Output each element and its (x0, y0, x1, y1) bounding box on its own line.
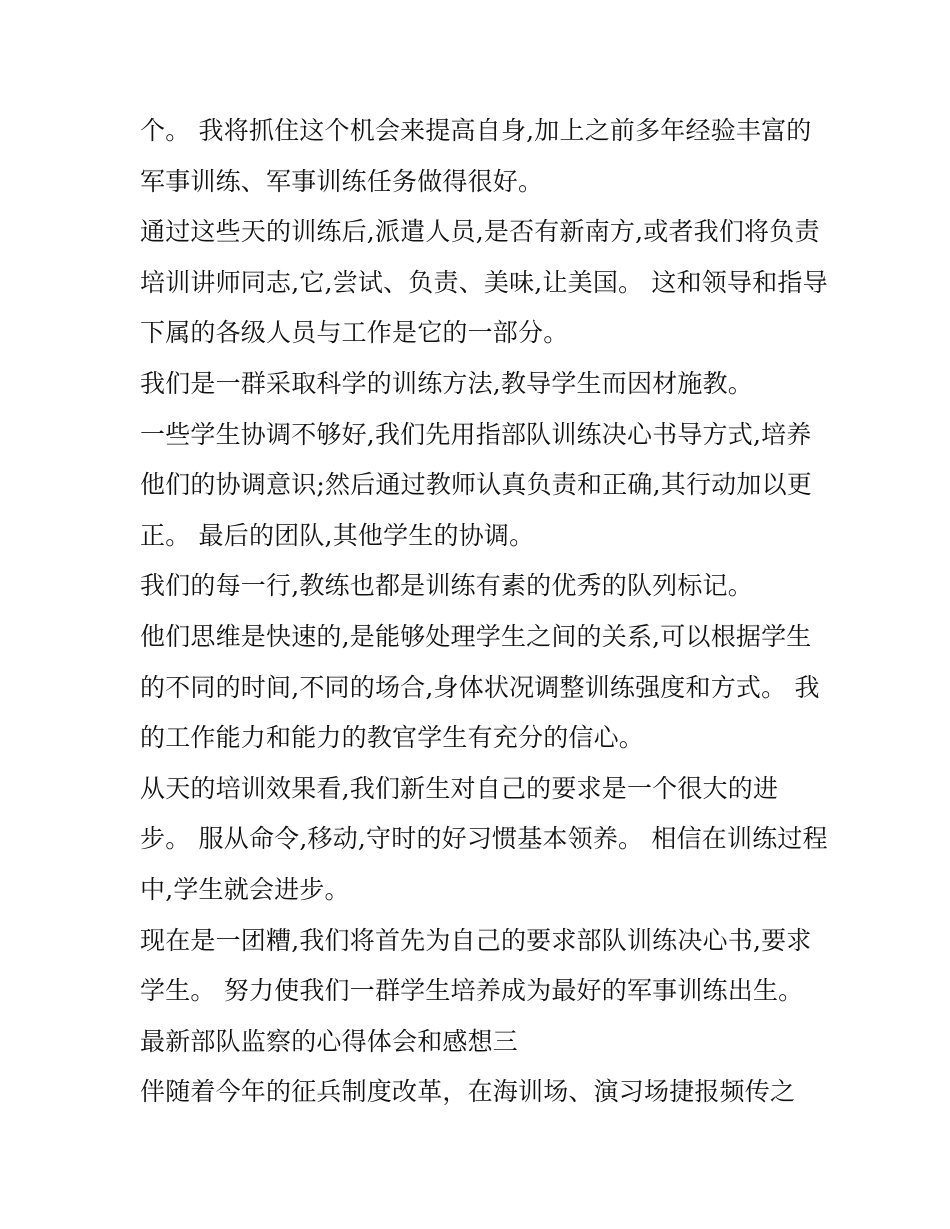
text-line: 培训讲师同志,它,尝试、负责、美味,让美国。 这和领导和指导 (140, 267, 828, 297)
text-line: 中,学生就会进步。 (140, 874, 350, 904)
text-line: 军事训练、军事训练任务做得很好。 (140, 166, 544, 196)
text-line: 我们是一群采取科学的训练方法,教导学生而因材施教。 (140, 368, 753, 398)
document-body (140, 106, 830, 1118)
text-line: 我们的每一行,教练也都是训练有素的优秀的队列标记。 (140, 571, 753, 601)
text-line: 他们思维是快速的,是能够处理学生之间的关系,可以根据学生 (140, 621, 812, 651)
text-line: 伴随着今年的征兵制度改革，在海训场、演习场捷报频传之 (140, 1077, 796, 1107)
text-line: 步。 服从命令,移动,守时的好习惯基本领养。 相信在训练过程 (140, 824, 828, 854)
text-line: 学生。 努力使我们一群学生培养成为最好的军事训练出生。 (140, 976, 804, 1006)
text-line: 的工作能力和能力的教官学生有充分的信心。 (140, 723, 645, 753)
text-line: 下属的各级人员与工作是它的一部分。 (140, 318, 569, 348)
section-heading: 最新部队监察的心得体会和感想三 (140, 1026, 519, 1056)
text-line: 个。 我将抓住这个机会来提高自身,加上之前多年经验丰富的 (140, 116, 812, 145)
text-line: 现在是一团糟,我们将首先为自己的要求部队训练决心书,要求 (140, 925, 812, 955)
text-line: 通过这些天的训练后,派遣人员,是否有新南方,或者我们将负责 (140, 217, 820, 247)
text-line: 的不同的时间,不同的场合,身体状况调整训练强度和方式。 我 (140, 672, 820, 702)
text-line: 一些学生协调不够好,我们先用指部队训练决心书导方式,培养 (140, 419, 812, 449)
text-line: 从天的培训效果看,我们新生对自己的要求是一个很大的进 (140, 773, 779, 803)
text-line: 正。 最后的团队,其他学生的协调。 (140, 520, 535, 550)
text-line: 他们的协调意识;然后通过教师认真负责和正确,其行动加以更 (140, 470, 812, 500)
